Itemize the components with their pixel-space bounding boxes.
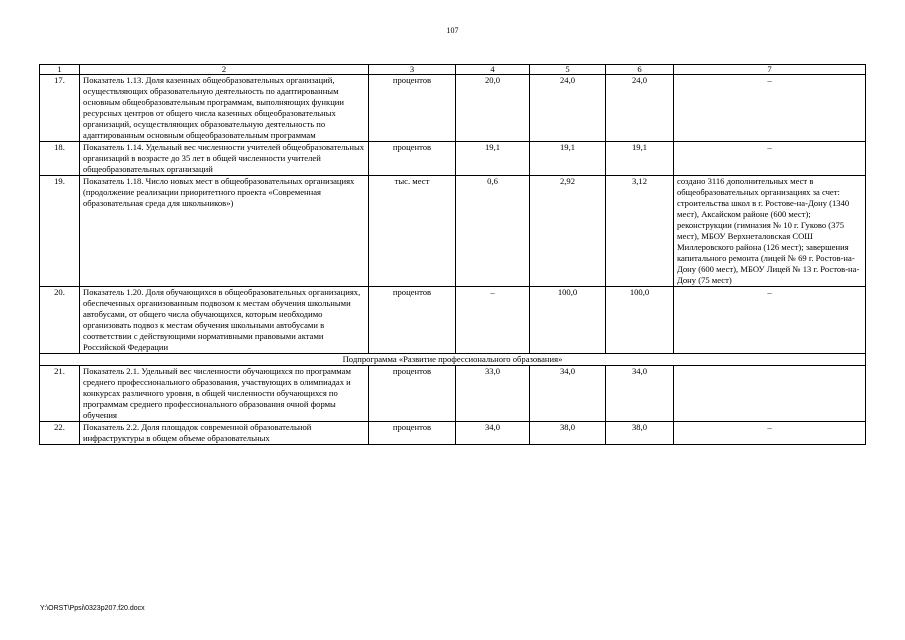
indicator-text: Показатель 2.2. Доля площадок современной образовательной инфраструктуры в общем объеме образовательных xyxy=(80,422,369,445)
table-row xyxy=(40,75,866,142)
row-number: 19. xyxy=(40,176,80,287)
value-col6: 100,0 xyxy=(606,287,674,354)
file-path-footer: Y:\ORST\Ppsi\0323p207.f20.docx xyxy=(40,605,145,612)
header-cell: 7 xyxy=(674,65,866,75)
row-number: 18. xyxy=(40,142,80,176)
value-col4: 34,0 xyxy=(456,422,530,445)
note-cell: – xyxy=(674,75,866,142)
unit-cell: процентов xyxy=(369,422,456,445)
value-col5: 19,1 xyxy=(530,142,606,176)
note-cell: – xyxy=(674,287,866,354)
note-cell: создано 3116 дополнительных мест в общеобразовательных организациях за счет: строительства школ в г. Ростове-на-Дону (1340 мест), Аксайском районе (600 мест); реконструкции (гимназия № 10 г. Гуково (375 мест), МБОУ Верхнеталовская СОШ Миллеровского района (126 мест); завершения капитального ремонта (лицей № 69 г. Ростов-на-Дону (600 мест), МБОУ Лицей № 13 г. Ростов-на-Дону (75 мест) xyxy=(674,176,866,287)
value-col4: 0,6 xyxy=(456,176,530,287)
value-col5: 100,0 xyxy=(530,287,606,354)
value-col6: 24,0 xyxy=(606,75,674,142)
table-row xyxy=(40,422,866,445)
value-col5: 34,0 xyxy=(530,366,606,422)
table-row xyxy=(40,142,866,176)
header-cell: 6 xyxy=(606,65,674,75)
row-number: 17. xyxy=(40,75,80,142)
value-col5: 38,0 xyxy=(530,422,606,445)
page-number: 107 xyxy=(446,26,459,35)
table-row xyxy=(40,366,866,422)
note-cell: – xyxy=(674,422,866,445)
table-row xyxy=(40,287,866,354)
note-cell: – xyxy=(674,142,866,176)
value-col4: 33,0 xyxy=(456,366,530,422)
row-number: 20. xyxy=(40,287,80,354)
value-col4: 19,1 xyxy=(456,142,530,176)
indicator-text: Показатель 2.1. Удельный вес численности обучающихся по программам среднего профессионального образования, участвующих в олимпиадах и конкурсах различного уровня, в общей численности обучающихся по программам среднего профессионального образования очной формы обучения xyxy=(80,366,369,422)
value-col4: 20,0 xyxy=(456,75,530,142)
subprogram-title: Подпрограмма «Развитие профессионального образования» xyxy=(40,354,866,366)
value-col5: 2,92 xyxy=(530,176,606,287)
header-cell: 3 xyxy=(369,65,456,75)
value-col6: 34,0 xyxy=(606,366,674,422)
table-row xyxy=(40,176,866,287)
value-col6: 19,1 xyxy=(606,142,674,176)
header-cell: 4 xyxy=(456,65,530,75)
indicators-table xyxy=(39,64,866,445)
note-cell xyxy=(674,366,866,422)
header-row xyxy=(40,65,866,75)
indicator-text: Показатель 1.20. Доля обучающихся в общеобразовательных организациях, обеспеченных организованным подвозом к местам обучения школьными автобусами, от общего числа обучающихся, которым необходимо организовать подвоз к местам обучения школьными автобусами в соответствии с действующими нормативными правовыми актами Российской Федерации xyxy=(80,287,369,354)
row-number: 22. xyxy=(40,422,80,445)
indicator-text: Показатель 1.18. Число новых мест в общеобразовательных организациях (продолжение реализации приоритетного проекта «Современная образовательная среда для школьников») xyxy=(80,176,369,287)
unit-cell: процентов xyxy=(369,366,456,422)
row-number: 21. xyxy=(40,366,80,422)
value-col5: 24,0 xyxy=(530,75,606,142)
header-cell: 5 xyxy=(530,65,606,75)
header-cell: 1 xyxy=(40,65,80,75)
unit-cell: процентов xyxy=(369,287,456,354)
value-col6: 38,0 xyxy=(606,422,674,445)
unit-cell: тыс. мест xyxy=(369,176,456,287)
value-col4: – xyxy=(456,287,530,354)
indicator-text: Показатель 1.13. Доля казенных общеобразовательных организаций, осуществляющих образовательную деятельность по адаптированным основным общеобразовательным программам, выполняющих функции ресурсных центров от общего числа казенных общеобразовательных организаций, осуществляющих образовательную деятельность по адаптированным основным общеобразовательным программам xyxy=(80,75,369,142)
subprogram-row xyxy=(40,354,866,366)
indicator-text: Показатель 1.14. Удельный вес численности учителей общеобразовательных организаций в возрасте до 35 лет в общей численности учителей общеобразовательных организаций xyxy=(80,142,369,176)
header-cell: 2 xyxy=(80,65,369,75)
value-col6: 3,12 xyxy=(606,176,674,287)
unit-cell: процентов xyxy=(369,142,456,176)
unit-cell: процентов xyxy=(369,75,456,142)
